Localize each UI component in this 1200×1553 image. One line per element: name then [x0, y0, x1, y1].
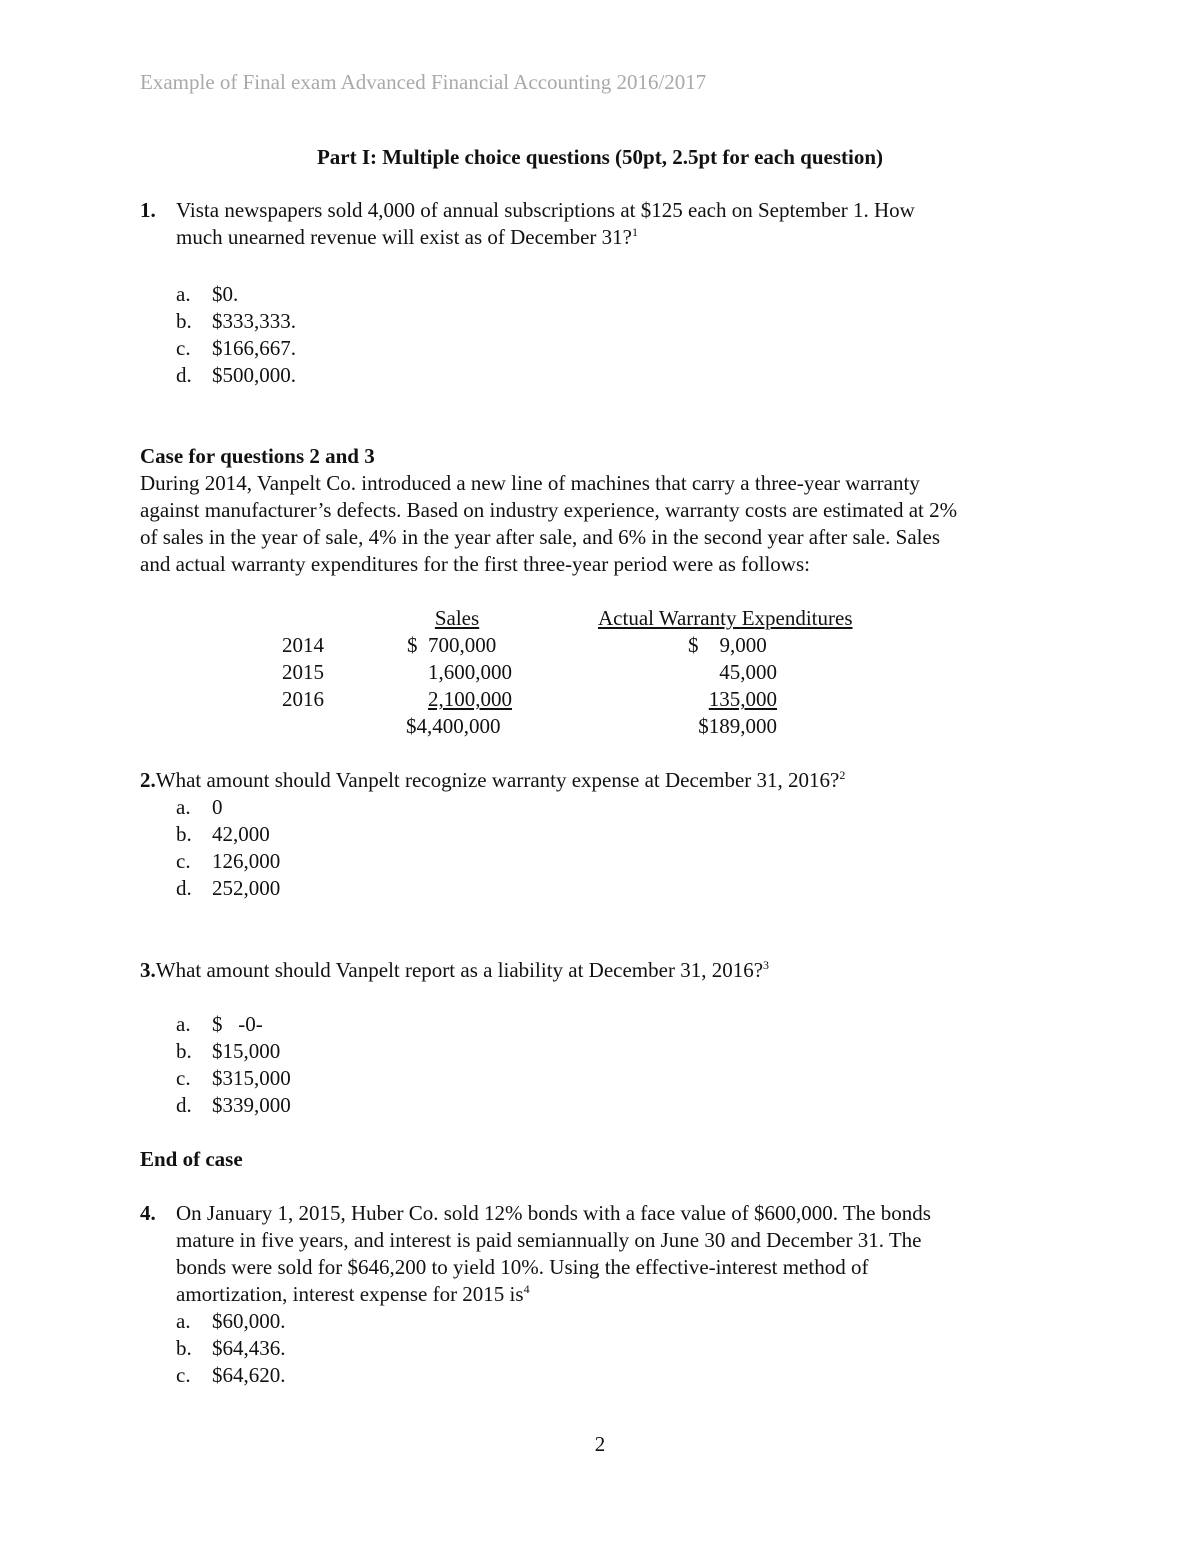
table-sales: 1,600,000 [428, 660, 512, 684]
case-line-2: against manufacturer’s defects. Based on industry experience, warranty costs are estimated at 2% [140, 498, 958, 522]
part-title: Part I: Multiple choice questions (50pt, 2.5pt for each question) [316, 145, 883, 169]
q3-text: What amount should Vanpelt report as a liability at December 31, 2016? [155, 958, 764, 982]
q4-footnote: 4 [523, 1282, 530, 1296]
table-expenditure: $ 9,000 [688, 633, 767, 657]
case-line-3: of sales in the year of sale, 4% in the year after sale, and 6% in the second year after sale. Sales [140, 525, 940, 549]
q2-option-d: d. 252,000 [176, 876, 281, 900]
q3-number: 3. [140, 958, 156, 982]
q1-option-c: c. $166,667. [176, 336, 296, 360]
q4-line-4: amortization, interest expense for 2015 is [176, 1282, 524, 1306]
q4-line-3: bonds were sold for $646,200 to yield 10%. Using the effective-interest method of [176, 1255, 869, 1279]
table-total-sales: $4,400,000 [406, 714, 501, 738]
case-line-1: During 2014, Vanpelt Co. introduced a new line of machines that carry a three-year warranty [140, 471, 920, 495]
q3-option-a: a. $ -0- [176, 1012, 263, 1036]
table-header-expenditures: Actual Warranty Expenditures [598, 606, 853, 630]
q1-option-a: a. $0. [176, 282, 239, 306]
table-total-expenditures: $189,000 [698, 714, 777, 738]
q2-option-a: a. 0 [176, 795, 223, 819]
q3-option-d: d. $339,000 [176, 1093, 291, 1117]
q2-footnote: 2 [839, 768, 846, 782]
q1-option-d: d. $500,000. [176, 363, 296, 387]
table-year: 2016 [282, 687, 324, 711]
table-year: 2015 [282, 660, 324, 684]
q4-line-2: mature in five years, and interest is paid semiannually on June 30 and December 31. The [176, 1228, 922, 1252]
q2-question [140, 768, 845, 793]
q4-option-b: b. $64,436. [176, 1336, 286, 1360]
page-number: 2 [594, 1432, 606, 1456]
q4-number: 4. [140, 1201, 156, 1225]
q3-option-b: b. $15,000 [176, 1039, 281, 1063]
page-header: Example of Final exam Advanced Financial Accounting 2016/2017 [140, 70, 707, 94]
q3-footnote: 3 [763, 958, 770, 972]
table-sales: $ 700,000 [407, 633, 497, 657]
q4-line-1: On January 1, 2015, Huber Co. sold 12% bonds with a face value of $600,000. The bonds [176, 1201, 931, 1225]
q1-number: 1. [140, 198, 156, 222]
q1-option-b: b. $333,333. [176, 309, 296, 333]
q4-option-a: a. $60,000. [176, 1309, 286, 1333]
q2-option-c: c. 126,000 [176, 849, 281, 873]
table-year: 2014 [282, 633, 324, 657]
table-expenditure: 45,000 [719, 660, 777, 684]
q2-number: 2. [140, 768, 156, 792]
end-of-case: End of case [140, 1147, 243, 1171]
q3-option-c: c. $315,000 [176, 1066, 291, 1090]
table-expenditure: 135,000 [708, 687, 777, 711]
table-sales: 2,100,000 [428, 687, 512, 711]
q4-line-4-wrap [176, 1282, 530, 1307]
q1-line2-wrap [176, 225, 638, 250]
q4-option-c: c. $64,620. [176, 1363, 286, 1387]
q3-question [140, 958, 769, 983]
case-line-4: and actual warranty expenditures for the first three-year period were as follows: [140, 552, 810, 576]
q2-option-b: b. 42,000 [176, 822, 270, 846]
q1-line2: much unearned revenue will exist as of December 31? [176, 225, 632, 249]
case-title: Case for questions 2 and 3 [140, 444, 375, 468]
q2-text: What amount should Vanpelt recognize warranty expense at December 31, 2016? [155, 768, 840, 792]
q1-line1: Vista newspapers sold 4,000 of annual subscriptions at $125 each on September 1. How [176, 198, 915, 222]
table-header-sales: Sales [434, 606, 480, 630]
q1-footnote: 1 [631, 225, 638, 239]
